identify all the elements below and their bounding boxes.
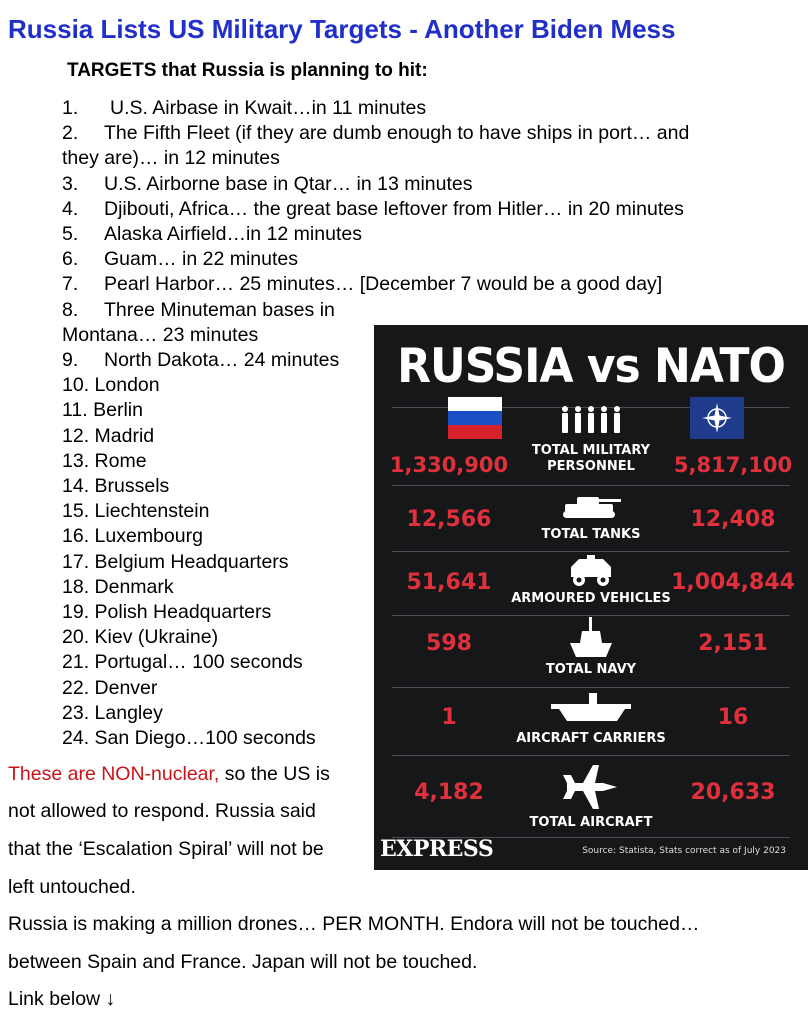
item-text: U.S. Airborne base in Qtar… in 13 minutes — [104, 172, 473, 195]
divider — [392, 687, 790, 688]
russia-navy-value: 598 — [426, 631, 472, 656]
item-text: Montana… 23 minutes — [62, 323, 259, 346]
item-number: 7. — [62, 273, 79, 296]
item-number: 18. — [62, 575, 90, 598]
item-text: Luxembourg — [94, 525, 203, 548]
russia-tanks-value: 12,566 — [406, 507, 492, 532]
paragraph-text: so the US is — [219, 763, 330, 785]
paragraph-line: between Spain and France. Japan will not be touched. — [8, 951, 478, 973]
soldiers-icon — [559, 405, 623, 435]
item-number: 2. — [62, 122, 79, 145]
nato-personnel-value: 5,817,100 — [673, 453, 793, 477]
item-number: 15. — [62, 500, 90, 523]
source-note: Source: Statista, Stats correct as of July 2023 — [582, 846, 786, 856]
item-text: Belgium Headquarters — [94, 550, 289, 573]
paragraph-line: left untouched. — [8, 876, 136, 898]
nato-armoured-vehicles-value: 1,004,844 — [671, 570, 795, 595]
paragraph-line — [8, 763, 330, 786]
item-number: 22. — [62, 676, 90, 699]
item-number: 21. — [62, 651, 90, 674]
list-item — [62, 197, 782, 222]
item-number: 20. — [62, 626, 90, 649]
item-text: San Diego…100 seconds — [94, 727, 316, 750]
aircraft-carriers-label: AIRCRAFT CARRIERS — [516, 731, 666, 746]
warship-icon — [566, 617, 616, 659]
item-text: Pearl Harbor… 25 minutes… [December 7 would be a good day] — [104, 273, 663, 296]
divider — [392, 485, 790, 486]
item-number: 1. — [62, 97, 79, 119]
nato-flag-icon — [690, 397, 744, 439]
russia-armoured-vehicles-value: 51,641 — [406, 570, 492, 595]
russia-aircraft-value: 4,182 — [414, 780, 484, 805]
page-title: Russia Lists US Military Targets - Another Biden Mess — [8, 14, 676, 44]
list-item — [62, 298, 382, 323]
nato-navy-value: 2,151 — [698, 631, 768, 656]
item-text: Polish Headquarters — [94, 601, 272, 624]
item-number: 19. — [62, 601, 90, 624]
aircraft-carrier-icon — [549, 693, 633, 723]
paragraph-line: not allowed to respond. Russia said — [8, 800, 316, 822]
item-text: Denver — [94, 676, 158, 699]
item-text: they are)… in 12 minutes — [62, 147, 280, 170]
fighter-jet-icon — [563, 763, 619, 811]
item-number: 8. — [62, 298, 79, 321]
russia-personnel-value: 1,330,900 — [389, 453, 509, 477]
list-item — [62, 247, 782, 272]
personnel-label-1: TOTAL MILITARY — [531, 443, 651, 458]
item-number: 14. — [62, 475, 90, 498]
highlight-text: These are NON-nuclear, — [8, 763, 220, 785]
item-number: 6. — [62, 248, 79, 271]
item-text: Portugal… 100 seconds — [94, 651, 303, 674]
item-text: North Dakota… 24 minutes — [104, 349, 340, 372]
item-number: 11. — [62, 399, 88, 422]
list-item — [62, 121, 782, 146]
item-text: Kiev (Ukraine) — [94, 626, 219, 649]
item-text: Langley — [94, 701, 163, 724]
item-number: 23. — [62, 701, 90, 724]
russia-vs-nato-infographic — [374, 325, 808, 870]
list-item — [62, 348, 382, 373]
item-number: 13. — [62, 449, 90, 472]
item-number: 24. — [62, 727, 90, 750]
item-text: Madrid — [94, 424, 155, 447]
item-number: 5. — [62, 223, 79, 246]
tanks-label: TOTAL TANKS — [541, 527, 641, 542]
item-text: Rome — [94, 449, 147, 472]
item-number: 12. — [62, 424, 90, 447]
item-text: Guam… in 22 minutes — [104, 248, 299, 271]
targets-heading: TARGETS that Russia is planning to hit: — [67, 60, 428, 81]
armoured-vehicles-label: ARMOURED VEHICLES — [511, 591, 671, 606]
russia-aircraft-carriers-value: 1 — [441, 705, 457, 730]
nato-aircraft-carriers-value: 16 — [717, 705, 749, 730]
express-logo: EXPRESS — [380, 836, 494, 862]
divider — [392, 615, 790, 616]
item-number: 17. — [62, 550, 90, 573]
item-text: Alaska Airfield…in 12 minutes — [104, 223, 362, 246]
item-number: 3. — [62, 172, 79, 195]
item-text: U.S. Airbase in Kwait…in 11 minutes — [110, 97, 427, 119]
list-item — [62, 272, 782, 297]
item-text: Brussels — [94, 475, 170, 498]
item-number: 4. — [62, 197, 79, 220]
link-hint: Link below ↓ — [8, 988, 116, 1010]
item-number: 16. — [62, 525, 90, 548]
item-text: Berlin — [93, 399, 143, 422]
paragraph-line: Russia is making a million drones… PER MONTH. Endora will not be touched… — [8, 913, 700, 935]
paragraph-line: that the ‘Escalation Spiral’ will not be — [8, 838, 324, 860]
item-text: The Fifth Fleet (if they are dumb enough to have ships in port… and — [104, 122, 690, 145]
item-text: London — [94, 374, 160, 397]
list-item — [62, 172, 782, 197]
list-item — [62, 323, 382, 348]
armoured-vehicle-icon — [565, 555, 617, 587]
item-text: Liechtenstein — [94, 500, 210, 523]
item-text: Djibouti, Africa… the great base leftover from Hitler… in 20 minutes — [104, 197, 684, 220]
list-item — [62, 96, 782, 121]
nato-aircraft-value: 20,633 — [690, 780, 776, 805]
divider — [392, 551, 790, 552]
item-number: 9. — [62, 349, 79, 372]
list-item — [62, 146, 782, 171]
tank-icon — [559, 491, 623, 521]
aircraft-label: TOTAL AIRCRAFT — [529, 815, 653, 830]
navy-label: TOTAL NAVY — [545, 662, 637, 677]
divider — [392, 755, 790, 756]
personnel-label-2: PERSONNEL — [547, 459, 635, 474]
nato-tanks-value: 12,408 — [690, 507, 776, 532]
list-item — [62, 222, 782, 247]
item-text: Denmark — [94, 575, 174, 598]
russia-flag-icon — [448, 397, 502, 439]
item-number: 10. — [62, 374, 90, 397]
infographic-title: RUSSIA vs NATO — [397, 338, 785, 395]
item-text: Three Minuteman bases in — [104, 298, 335, 321]
